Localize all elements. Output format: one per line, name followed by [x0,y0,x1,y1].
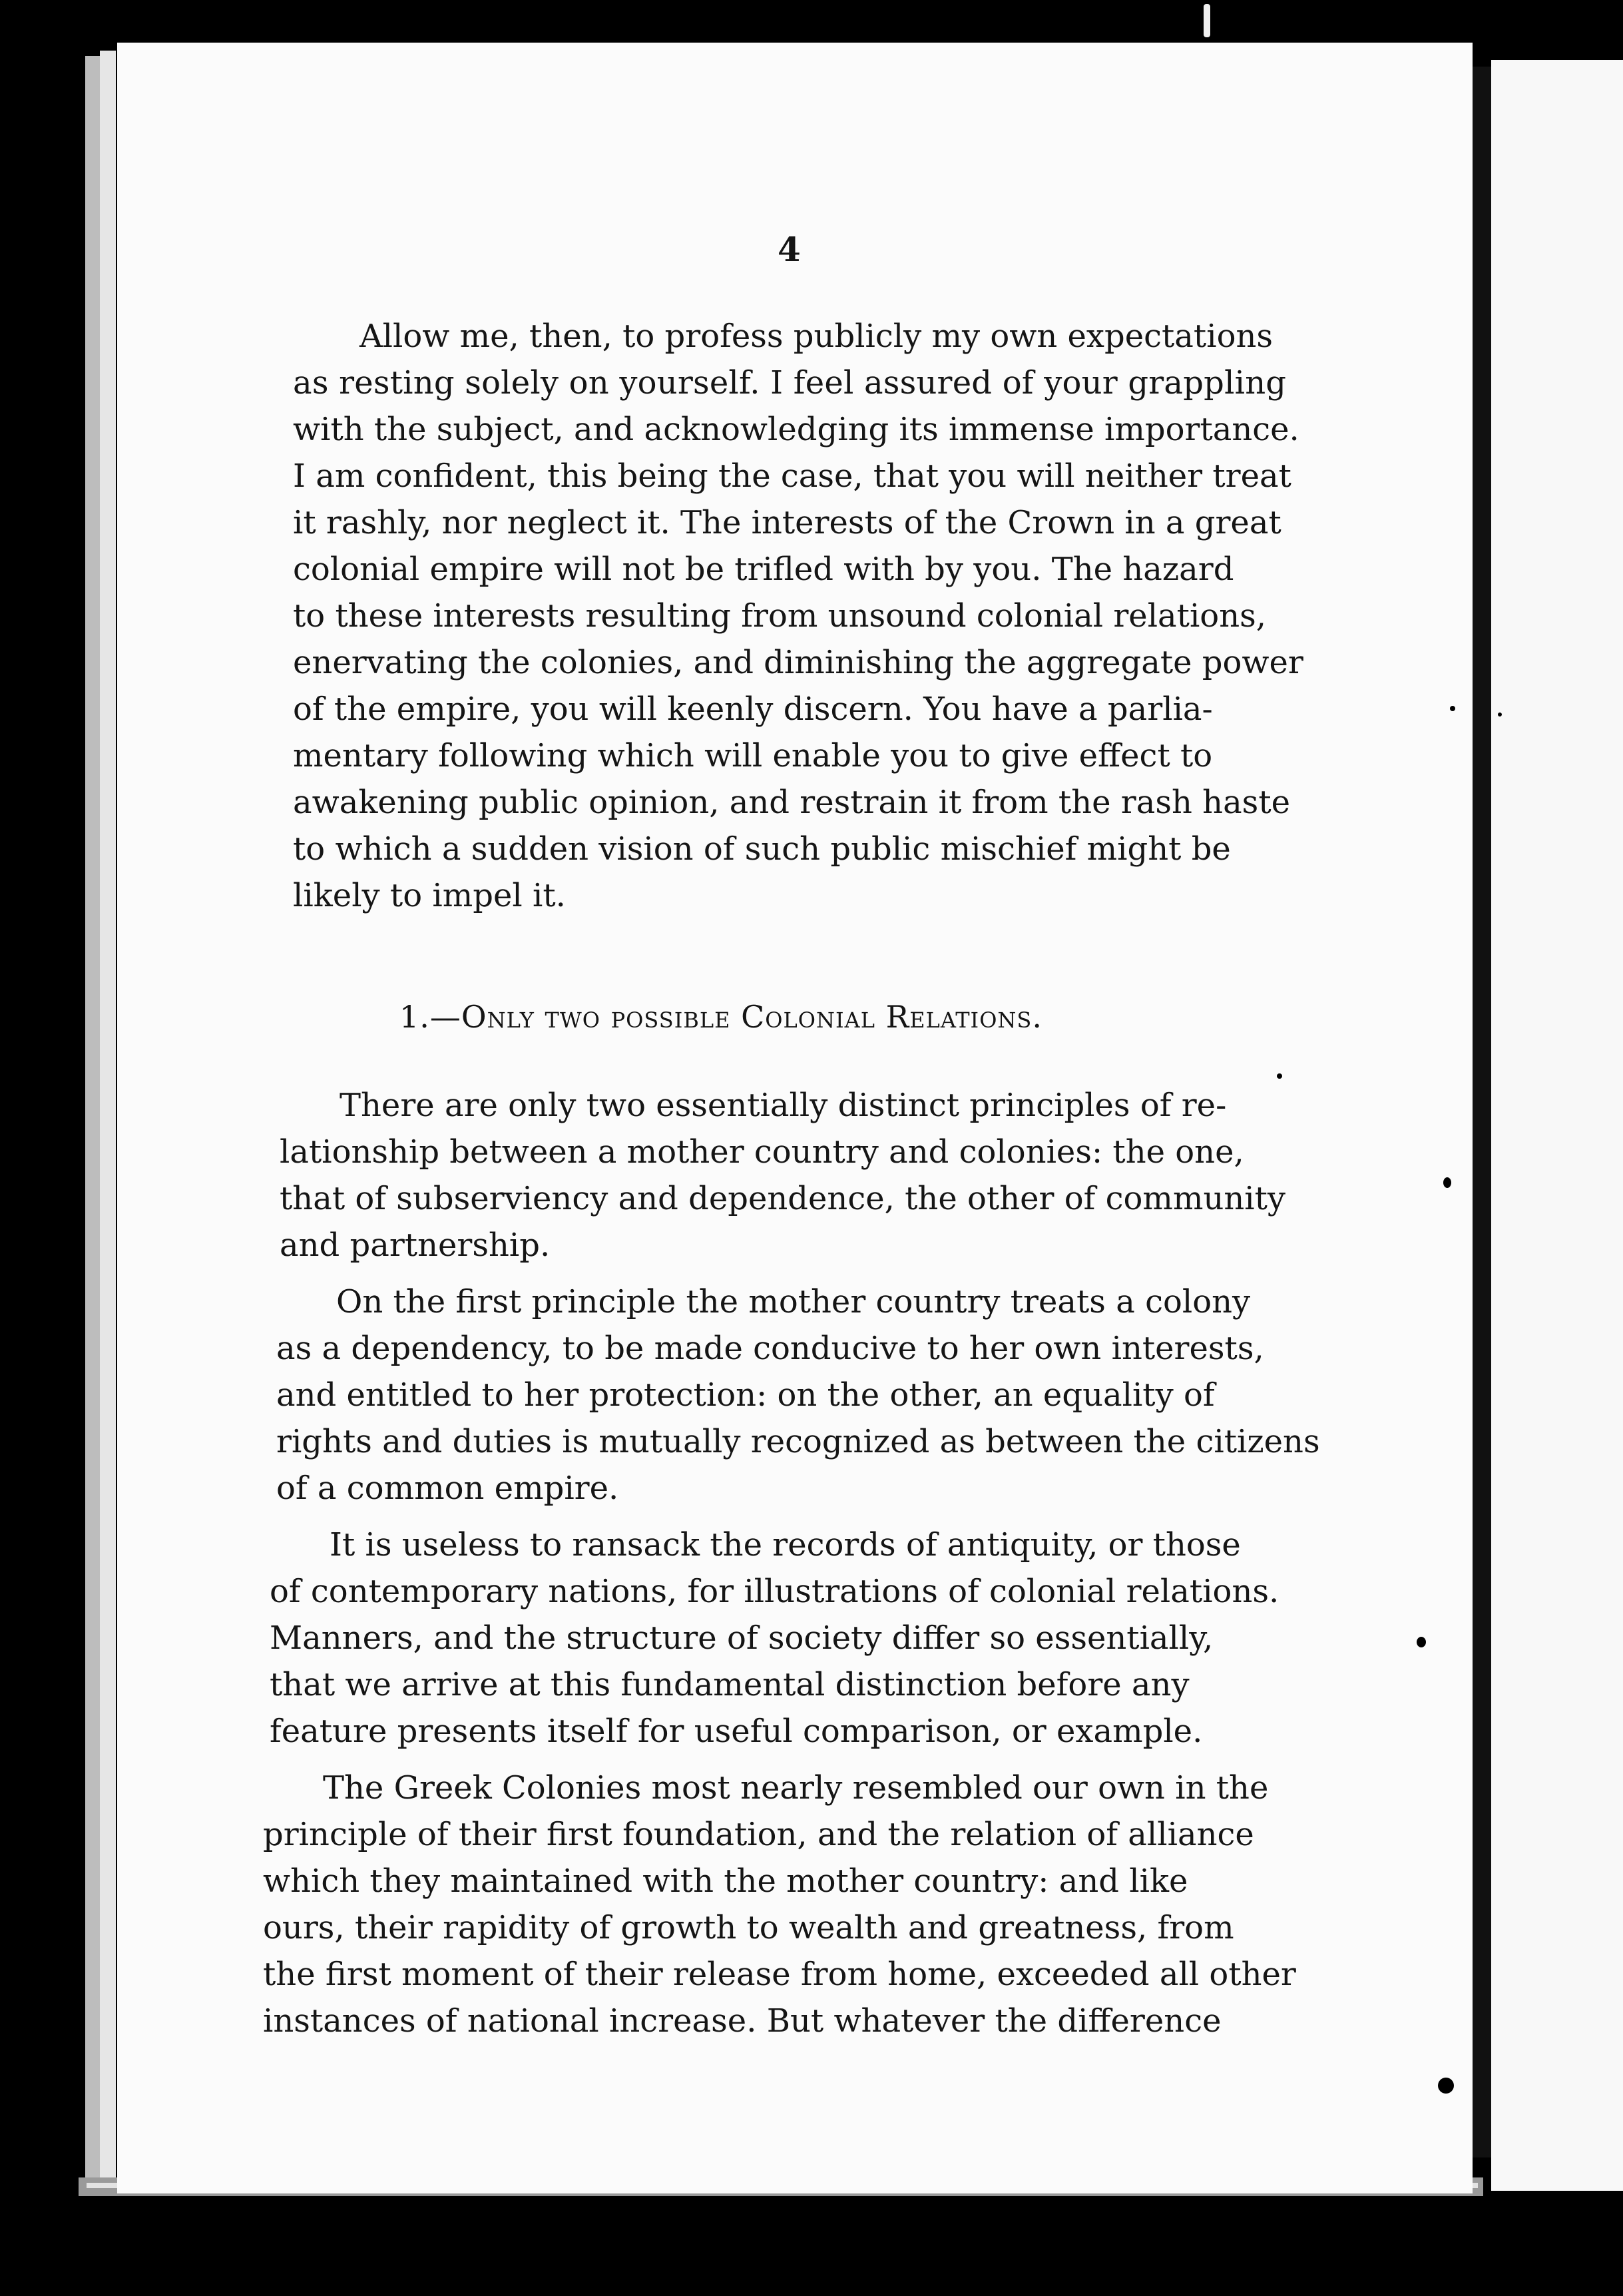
text-line: The Greek Colonies most nearly resembled our own in the [323,1769,1269,1807]
text-line: ours, their rapidity of growth to wealth and greatness, from [263,1909,1234,1946]
text-line: instances of national increase. But whatever the difference [263,2002,1222,2040]
text-line: it rashly, nor neglect it. The interests of the Crown in a great [293,504,1281,541]
text-line: It is useless to ransack the records of antiquity, or those [330,1526,1241,1564]
text-line: of the empire, you will keenly discern. You have a parlia- [293,691,1213,728]
text-line: of a common empire. [276,1470,619,1507]
text-line: awakening public opinion, and restrain it from the rash haste [293,784,1291,821]
scan-speck [1498,713,1502,717]
text-line: I am confident, this being the case, that you will neither treat [293,457,1291,495]
text-line: with the subject, and acknowledging its immense importance. [293,411,1299,448]
text-line: of contemporary nations, for illustrations of colonial relations. [270,1573,1279,1610]
scan-speck [1443,1177,1451,1188]
paragraph-1 [293,313,1303,919]
text-line: There are only two essentially distinct principles of re- [340,1087,1227,1124]
text-line: likely to impel it. [293,877,566,914]
text-line: colonial empire will not be trifled with by you. The hazard [293,551,1234,588]
scan-speck [1277,1073,1282,1079]
text-line: and entitled to her protection: on the other, an equality of [276,1376,1215,1414]
text-line: and partnership. [280,1227,551,1264]
text-line: to which a sudden vision of such public mischief might be [293,830,1231,868]
text-line: feature presents itself for useful comparison, or example. [270,1713,1203,1750]
section-heading: 1.—Only two possible Colonial Relations. [399,999,1043,1035]
paragraph-4 [270,1522,1279,1755]
scan-speck [27,1568,33,1575]
paragraph-5 [263,1765,1296,2044]
top-scan-mark [1204,4,1210,37]
text-line: that we arrive at this fundamental distinction before any [270,1666,1190,1703]
text-line: which they maintained with the mother country: and like [263,1863,1188,1900]
text-line: Manners, and the structure of society differ so essentially, [270,1619,1214,1657]
scan-speck [1450,706,1455,711]
text-line: to these interests resulting from unsound colonial relations, [293,597,1267,635]
paragraph-2 [280,1082,1286,1269]
text-line: the first moment of their release from home, exceeded all other [263,1956,1296,1993]
page-edge-dark [85,56,100,2187]
text-line: mentary following which will enable you to give effect to [293,737,1213,774]
text-line: lationship between a mother country and colonies: the one, [280,1133,1244,1171]
text-line: as a dependency, to be made conducive to her own interests, [276,1330,1264,1367]
text-line: principle of their first foundation, and the relation of alliance [263,1816,1254,1853]
paragraph-3 [276,1279,1320,1512]
text-line: as resting solely on yourself. I feel assured of your grappling [293,364,1287,402]
page-number: 4 [778,230,801,269]
next-page-edge [1491,60,1623,2191]
text-line: rights and duties is mutually recognized as between the citizens [276,1423,1320,1460]
text-line: enervating the colonies, and diminishing the aggregate power [293,644,1303,681]
scan-speck [1417,1637,1426,1647]
page-edge-light [100,51,116,2195]
text-line: Allow me, then, to profess publicly my own expectations [359,318,1274,355]
text-line: that of subserviency and dependence, the other of community [280,1180,1286,1217]
scan-speck [1438,2078,1454,2094]
text-line: On the first principle the mother country treats a colony [336,1283,1251,1320]
